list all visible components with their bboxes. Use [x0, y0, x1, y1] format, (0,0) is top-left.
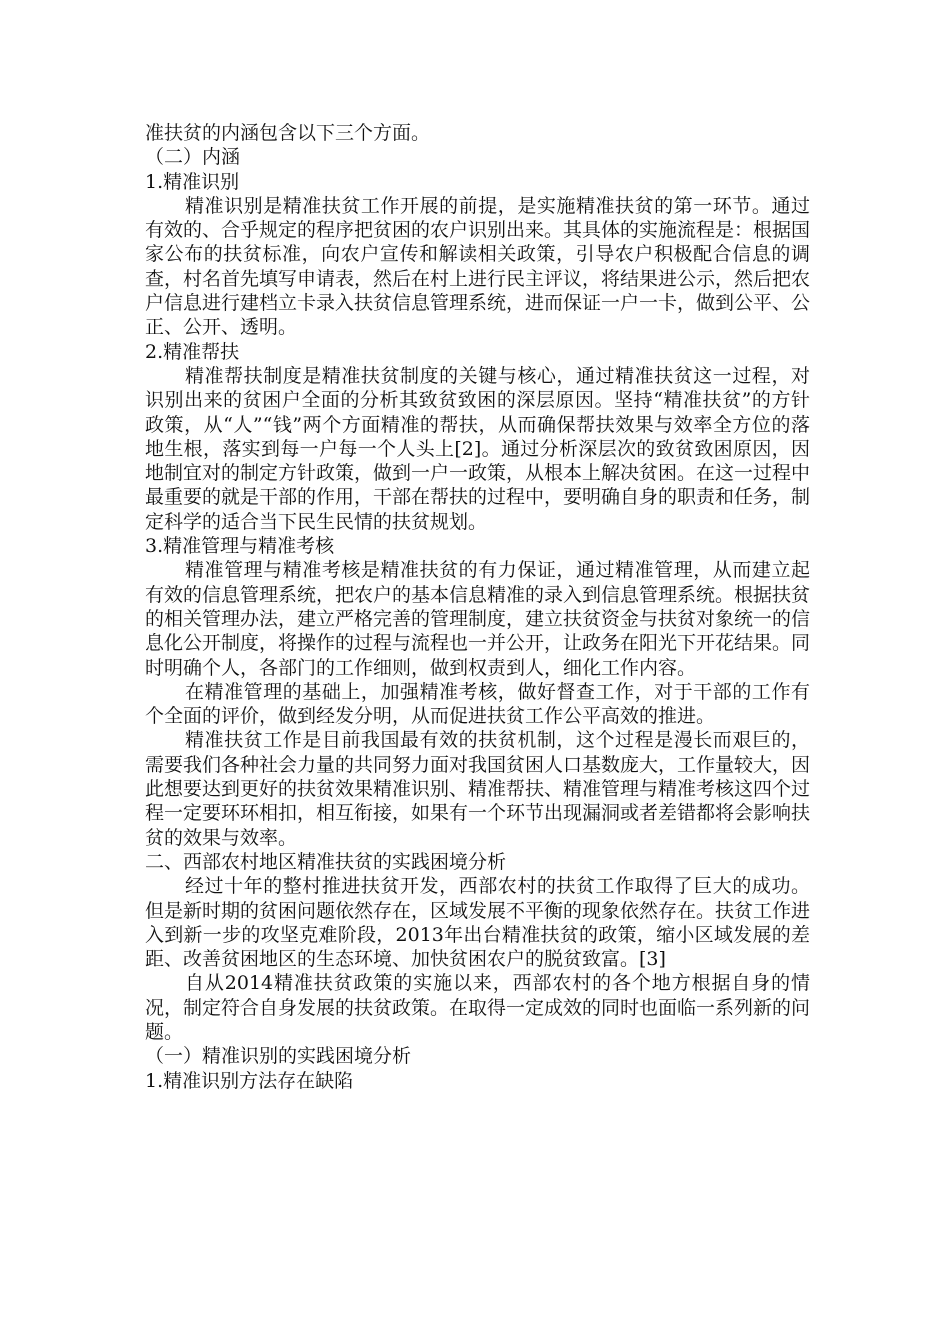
- paragraph-management: 精准管理与精准考核是精准扶贫的有力保证，通过精准管理，从而建立起有效的信息管理系统，把农户的基本信息精准的录入到信息管理系统。根据扶贫的相关管理办法，建立严格完善的管理制度，建立扶贫资金与扶贫对象统一的信息化公开制度，将操作的过程与流程也一并公开，让政务在阳光下开花结果。同时明确个人，各部门的工作细则，做到权责到人，细化工作内容。: [145, 559, 811, 679]
- document-body: [145, 121, 810, 1093]
- paragraph-western-rural: 经过十年的整村推进扶贫开发，西部农村的扶贫工作取得了巨大的成功。但是新时期的贫困问题依然存在，区域发展不平衡的现象依然存在。扶贫工作进入到新一步的攻坚克难阶段，2013年出台精准扶贫的政策，缩小区域发展的差距、改善贫困地区的生态环境、加快贫困农户的脱贫致富。[3]: [145, 875, 811, 971]
- paragraph-assistance: 精准帮扶制度是精准扶贫制度的关键与核心，通过精准扶贫这一过程，对识别出来的贫困户全面的分析其致贫致困的深层原因。坚持“精准扶贫”的方针政策，从“人”“钱”两个方面精准的帮扶，从而确保帮扶效果与效率全方位的落地生根，落实到每一户每一个人头上[2]。通过分析深层次的致贫致困原因，因地制宜对的制定方针政策，做到一户一政策，从根本上解决贫困。在这一过程中最重要的就是干部的作用，干部在帮扶的过程中，要明确自身的职责和任务，制定科学的适合当下民生民情的扶贫规划。: [145, 364, 811, 533]
- subheading-precise-identification: 1.精准识别: [145, 170, 240, 193]
- subheading-precise-assistance: 2.精准帮扶: [145, 340, 240, 363]
- subheading-management-assessment: 3.精准管理与精准考核: [145, 535, 335, 558]
- section-heading-identification-dilemma: （一）精准识别的实践困境分析: [145, 1045, 412, 1068]
- paragraph-intro-continuation: 准扶贫的内涵包含以下三个方面。: [145, 122, 431, 144]
- paragraph-identification: 精准识别是精准扶贫工作开展的前提，是实施精准扶贫的第一环节。通过有效的、合乎规定的程序把贫困的农户识别出来。其具体的实施流程是：根据国家公布的扶贫标准，向农户宣传和解读相关政策，引导农户积极配合信息的调查，村名首先填写申请表，然后在村上进行民主评议，将结果进公示，然后把农户信息进行建档立卡录入扶贫信息管理系统，进而保证一户一卡，做到公平、公正、公开、透明。: [145, 194, 811, 339]
- section-heading-neihan: （二）内涵: [145, 146, 241, 169]
- paragraph-summary: 精准扶贫工作是目前我国最有效的扶贫机制，这个过程是漫长而艰巨的，需要我们各种社会力量的共同努力面对我国贫困人口基数庞大，工作量较大，因此想要达到更好的扶贫效果精准识别、精准帮扶、精准管理与精准考核这四个过程一定要环环相扣，相互衔接，如果有一个环节出现漏洞或者差错都将会影响扶贫的效果与效率。: [145, 729, 811, 849]
- subheading-method-defects: 1.精准识别方法存在缺陷: [145, 1069, 354, 1092]
- section-heading-western-rural: 二、西部农村地区精准扶贫的实践困境分析: [145, 850, 507, 873]
- paragraph-assessment: 在精准管理的基础上，加强精准考核，做好督查工作，对于干部的工作有个全面的评价，做到经发分明，从而促进扶贫工作公平高效的推进。: [145, 680, 810, 728]
- paragraph-since-2014: 自从2014精准扶贫政策的实施以来，西部农村的各个地方根据自身的情况，制定符合自身发展的扶贫政策。在取得一定成效的同时也面临一系列新的问题。: [145, 972, 811, 1043]
